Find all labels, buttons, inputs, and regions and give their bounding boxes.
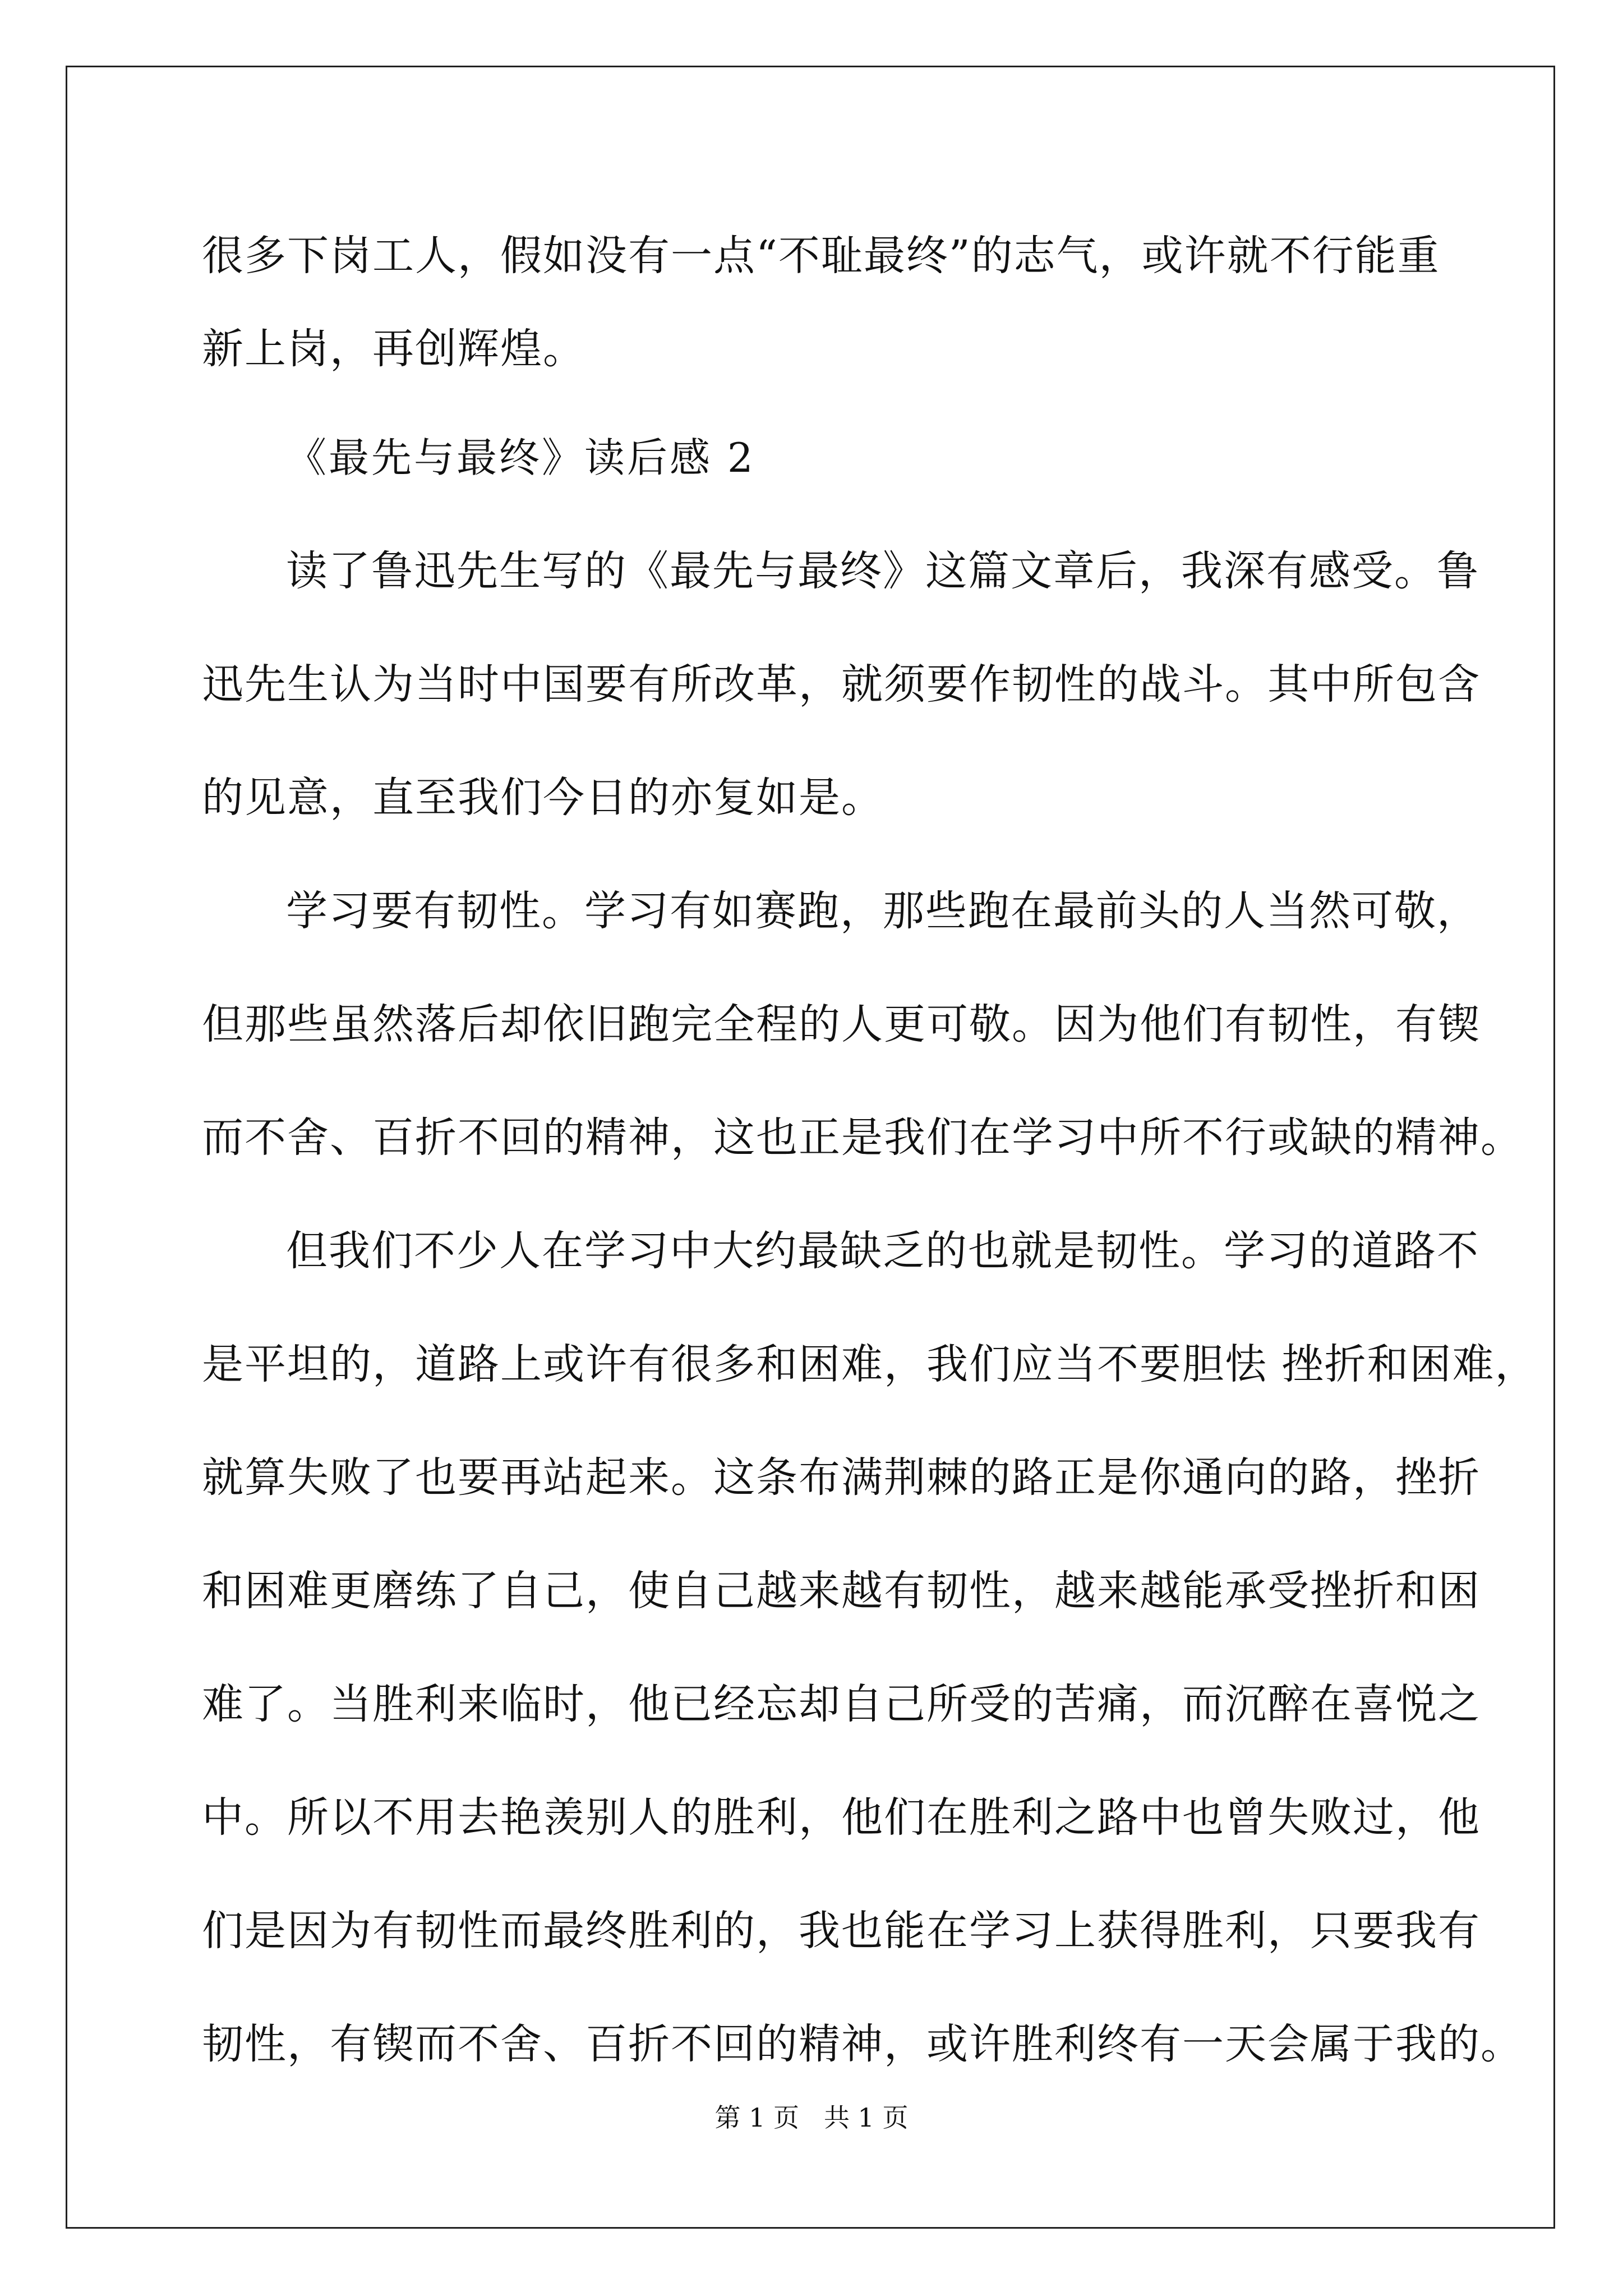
paragraph-line: 学习要有韧性。学习有如赛跑，那些跑在最前头的人当然可敬， — [286, 887, 1479, 935]
paragraph-line: 难了。当胜利来临时，他已经忘却自己所受的苦痛，而沉醉在喜悦之 — [202, 1680, 1481, 1728]
paragraph-line: 和困难更磨练了自己，使自己越来越有韧性，越来越能承受挫折和困 — [202, 1567, 1481, 1615]
paragraph-line: 中。所以不用去艳羡别人的胜利，他们在胜利之路中也曾失败过，他 — [202, 1793, 1481, 1842]
paragraph-line: 的见意，直至我们今日的亦复如是。 — [202, 774, 884, 822]
paragraph-line: 们是因为有韧性而最终胜利的，我也能在学习上获得胜利，只要我有 — [202, 1907, 1481, 1955]
page-total: 共 1 页 — [823, 2102, 909, 2133]
page-number: 第 1 页 — [714, 2102, 800, 2133]
paragraph-line: 新上岗，再创辉煌。 — [202, 325, 585, 373]
paragraph-line: 而不舍、百折不回的精神，这也正是我们在学习中所不行或缺的精神。 — [202, 1114, 1523, 1162]
paragraph-line: 读了鲁迅先生写的《最先与最终》这篇文章后，我深有感受。鲁 — [286, 547, 1479, 595]
paragraph-line: 迅先生认为当时中国要有所改革，就须要作韧性的战斗。其中所包含 — [202, 660, 1481, 708]
paragraph-line: 很多下岗工人，假如没有一点“不耻最终”的志气，或许就不行能重 — [202, 232, 1440, 280]
section-heading: 《最先与最终》读后感 2 — [286, 434, 755, 481]
paragraph-line: 但我们不少人在学习中大约最缺乏的也就是韧性。学习的道路不 — [286, 1227, 1479, 1275]
paragraph-line: 韧性，有锲而不舍、百折不回的精神，或许胜利终有一天会属于我的。 — [202, 2020, 1523, 2068]
page-footer — [0, 2101, 1623, 2134]
paragraph-line: 是平坦的，道路上或许有很多和困难，我们应当不要胆怯 挫折和困难， — [202, 1340, 1538, 1388]
paragraph-line: 就算失败了也要再站起来。这条布满荆棘的路正是你通向的路，挫折 — [202, 1453, 1481, 1502]
paragraph-line: 但那些虽然落后却依旧跑完全程的人更可敬。因为他们有韧性，有锲 — [202, 1000, 1481, 1048]
